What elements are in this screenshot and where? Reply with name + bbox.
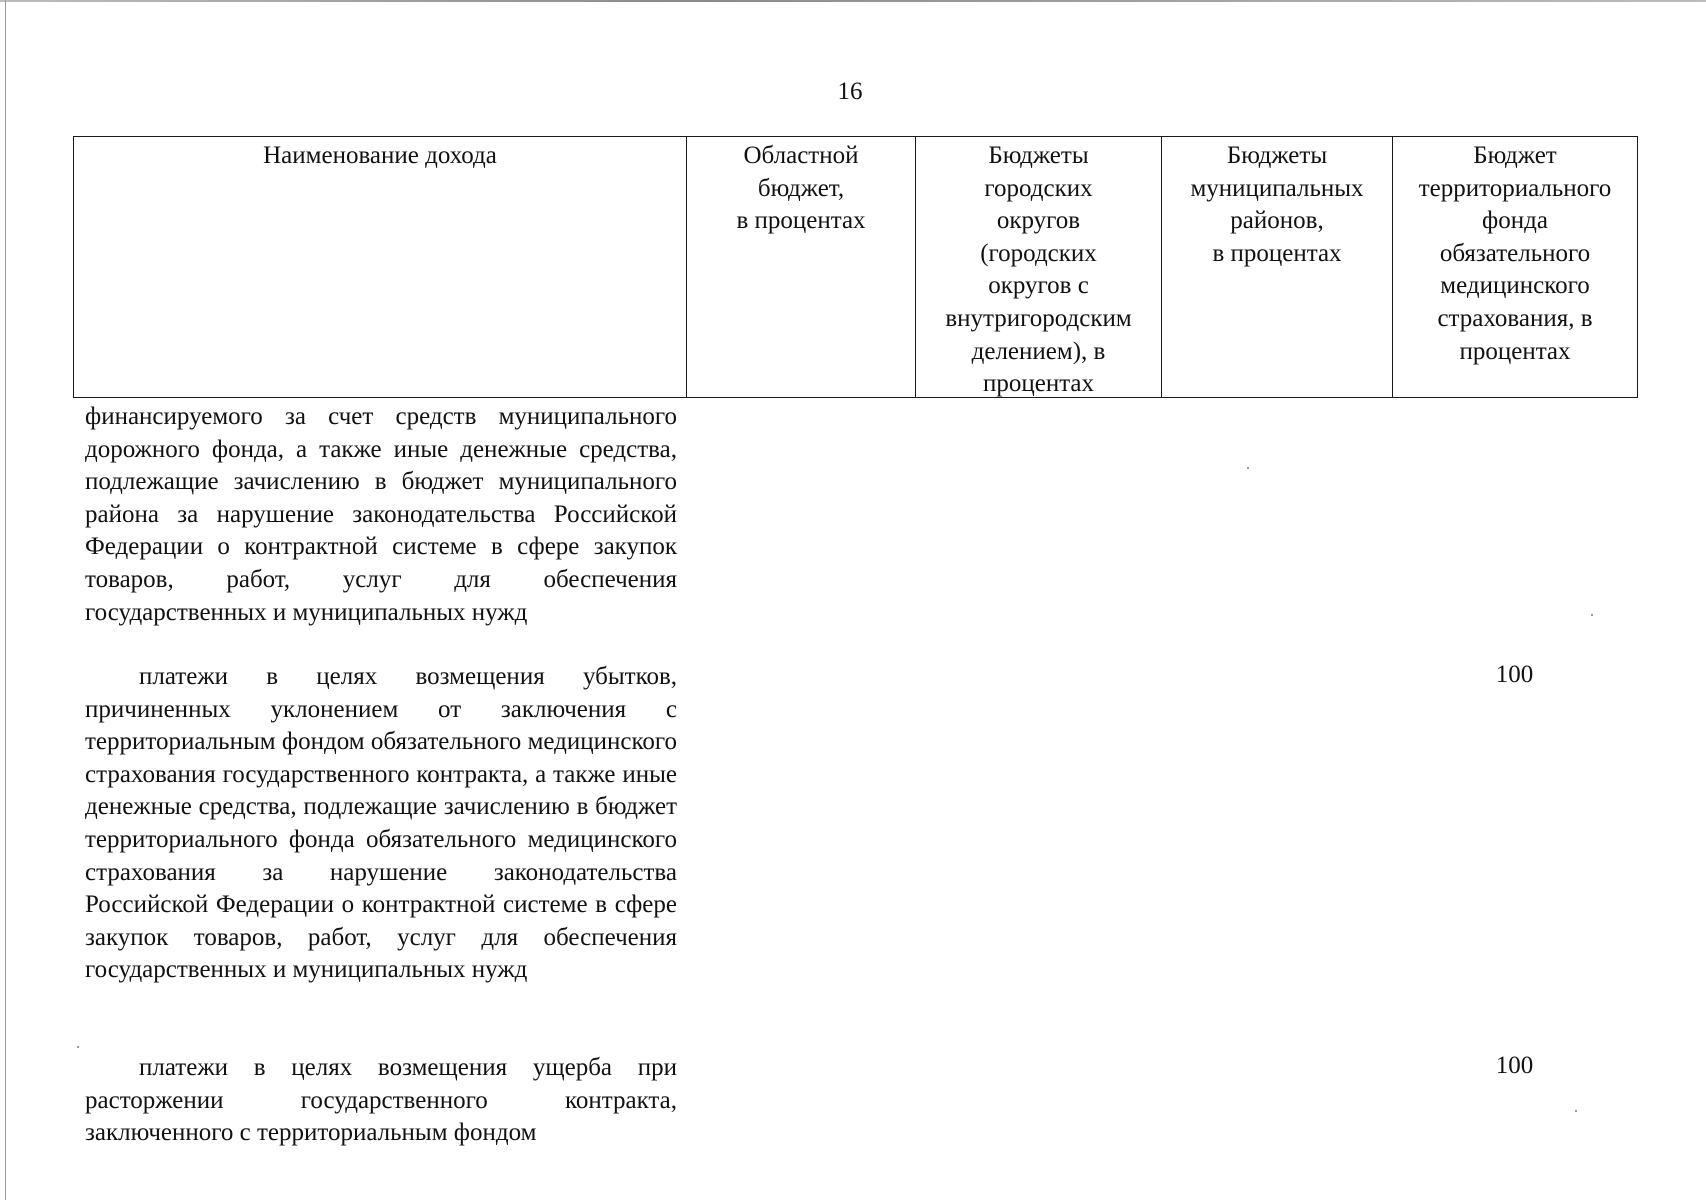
header-city-districts-budget bbox=[916, 137, 1162, 397]
header-line: Наименование дохода bbox=[263, 142, 497, 169]
header-line: делением), в bbox=[971, 337, 1106, 365]
header-line: в процентах bbox=[1212, 239, 1342, 267]
scan-speck bbox=[77, 1046, 79, 1048]
header-line: Областной bbox=[743, 142, 859, 169]
row-oms-fund-value: 100 bbox=[1495, 1052, 1534, 1079]
header-income-name bbox=[74, 137, 687, 397]
header-line: Бюджет bbox=[1473, 142, 1557, 169]
scan-edge-top bbox=[0, 0, 1706, 2]
row-oms-fund-value: 100 bbox=[1495, 661, 1534, 688]
header-line: муниципальных bbox=[1190, 174, 1364, 202]
header-line: округов с bbox=[988, 272, 1089, 300]
scan-speck bbox=[1575, 1110, 1577, 1112]
page-number: 16 bbox=[837, 78, 863, 105]
header-line: Бюджеты bbox=[1226, 142, 1328, 169]
scan-speck bbox=[1591, 614, 1593, 616]
header-line: процентах bbox=[982, 370, 1095, 398]
header-regional-budget bbox=[687, 137, 916, 397]
header-line: городских bbox=[984, 174, 1093, 202]
scan-speck bbox=[1247, 467, 1249, 469]
header-line: процентах bbox=[1459, 337, 1571, 365]
header-line: Бюджеты bbox=[988, 142, 1089, 169]
header-oms-fund-budget bbox=[1393, 137, 1637, 397]
header-line: медицинского bbox=[1440, 272, 1590, 300]
header-line: в процентах bbox=[736, 207, 866, 235]
header-line: районов, bbox=[1230, 207, 1324, 235]
header-line: бюджет, bbox=[757, 174, 845, 202]
header-line: территориального bbox=[1418, 174, 1612, 202]
header-municipal-districts-budget bbox=[1162, 137, 1393, 397]
row-income-name: платежи в целях возмещения убытков, причиненных уклонением от заключения с территориальным фондом обязательного медицинского страхования государственного контракта, а также иные денежные средства, подлежащие зачислению в бюджет территориального фонда обязательного медицинского страхования за нарушение законодательства Российской Федерации о контрактной системе в сфере закупок товаров, работ, услуг для обеспечения государственных и муниципальных нужд bbox=[85, 663, 677, 984]
header-line: страхования, в bbox=[1437, 304, 1593, 332]
header-line: фонда bbox=[1482, 207, 1548, 235]
table-header bbox=[73, 136, 1638, 398]
header-line: обязательного bbox=[1439, 239, 1591, 267]
header-line: округов bbox=[996, 207, 1081, 235]
scan-edge-left bbox=[5, 0, 6, 1200]
row-income-name: платежи в целях возмещения ущерба при расторжении государственного контракта, заключенного с территориальным фондом bbox=[85, 1054, 677, 1147]
header-line: (городских bbox=[980, 239, 1097, 267]
row-income-name: финансируемого за счет средств муниципального дорожного фонда, а также иные денежные средства, подлежащие зачислению в бюджет муниципального района за нарушение законодательства Российской Федерации о контрактной системе в сфере закупок товаров, работ, услуг для обеспечения государственных и муниципальных нужд bbox=[85, 403, 677, 626]
header-line: внутригородским bbox=[945, 304, 1132, 332]
